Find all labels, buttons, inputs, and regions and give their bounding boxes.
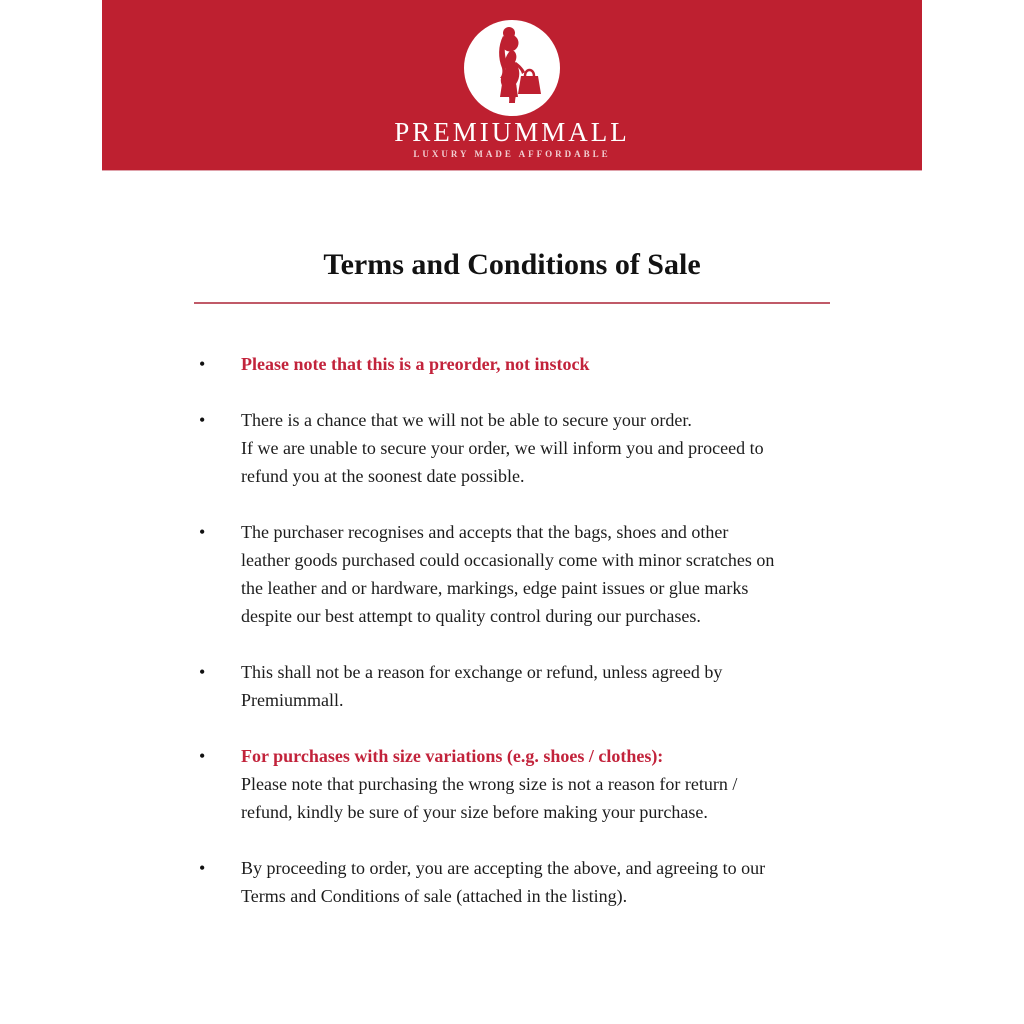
term-line-accent: For purchases with size variations (e.g. shoes / clothes): bbox=[241, 746, 664, 766]
term-text bbox=[241, 354, 590, 374]
term-line: The purchaser recognises and accepts that the bags, shoes and other bbox=[241, 522, 729, 542]
term-line: There is a chance that we will not be able to secure your order. bbox=[241, 410, 692, 430]
term-line: refund you at the soonest date possible. bbox=[241, 466, 525, 486]
term-line: the leather and or hardware, markings, edge paint issues or glue marks bbox=[241, 578, 749, 598]
bullet-icon: • bbox=[199, 858, 206, 878]
terms-list bbox=[102, 350, 922, 910]
term-line-accent: Please note that this is a preorder, not instock bbox=[241, 354, 590, 374]
page-title: Terms and Conditions of Sale bbox=[323, 248, 701, 281]
bullet-icon: • bbox=[199, 522, 206, 542]
term-text bbox=[241, 746, 737, 822]
term-item bbox=[194, 518, 882, 630]
term-item bbox=[194, 742, 882, 826]
term-line: If we are unable to secure your order, we will inform you and proceed to bbox=[241, 438, 764, 458]
document-body bbox=[102, 170, 922, 938]
term-text bbox=[241, 858, 765, 906]
term-item bbox=[194, 350, 882, 378]
term-item bbox=[194, 658, 882, 714]
term-item bbox=[194, 854, 882, 910]
brand-name: PREMIUMMALL bbox=[394, 117, 630, 147]
term-line: leather goods purchased could occasionally come with minor scratches on bbox=[241, 550, 775, 570]
term-line: By proceeding to order, you are accepting the above, and agreeing to our bbox=[241, 858, 766, 878]
bullet-icon: • bbox=[199, 746, 206, 766]
term-item bbox=[194, 406, 882, 490]
term-line: Terms and Conditions of sale (attached in the listing). bbox=[241, 886, 628, 906]
term-line: Premiummall. bbox=[241, 690, 344, 710]
brand-banner bbox=[102, 0, 922, 171]
term-line: refund, kindly be sure of your size before making your purchase. bbox=[241, 802, 708, 822]
term-text bbox=[241, 662, 722, 710]
term-text bbox=[241, 410, 764, 486]
brand-logo bbox=[464, 20, 560, 116]
title-divider bbox=[194, 302, 830, 304]
term-text bbox=[241, 522, 774, 626]
bullet-icon: • bbox=[199, 662, 206, 682]
term-line: despite our best attempt to quality control during our purchases. bbox=[241, 606, 701, 626]
bullet-icon: • bbox=[199, 410, 206, 430]
term-line: Please note that purchasing the wrong size is not a reason for return / bbox=[241, 774, 738, 794]
bullet-icon: • bbox=[199, 354, 206, 374]
brand-tagline: LUXURY MADE AFFORDABLE bbox=[413, 149, 611, 159]
term-line: This shall not be a reason for exchange or refund, unless agreed by bbox=[241, 662, 723, 682]
woman-shopper-with-bags-icon bbox=[464, 20, 560, 116]
